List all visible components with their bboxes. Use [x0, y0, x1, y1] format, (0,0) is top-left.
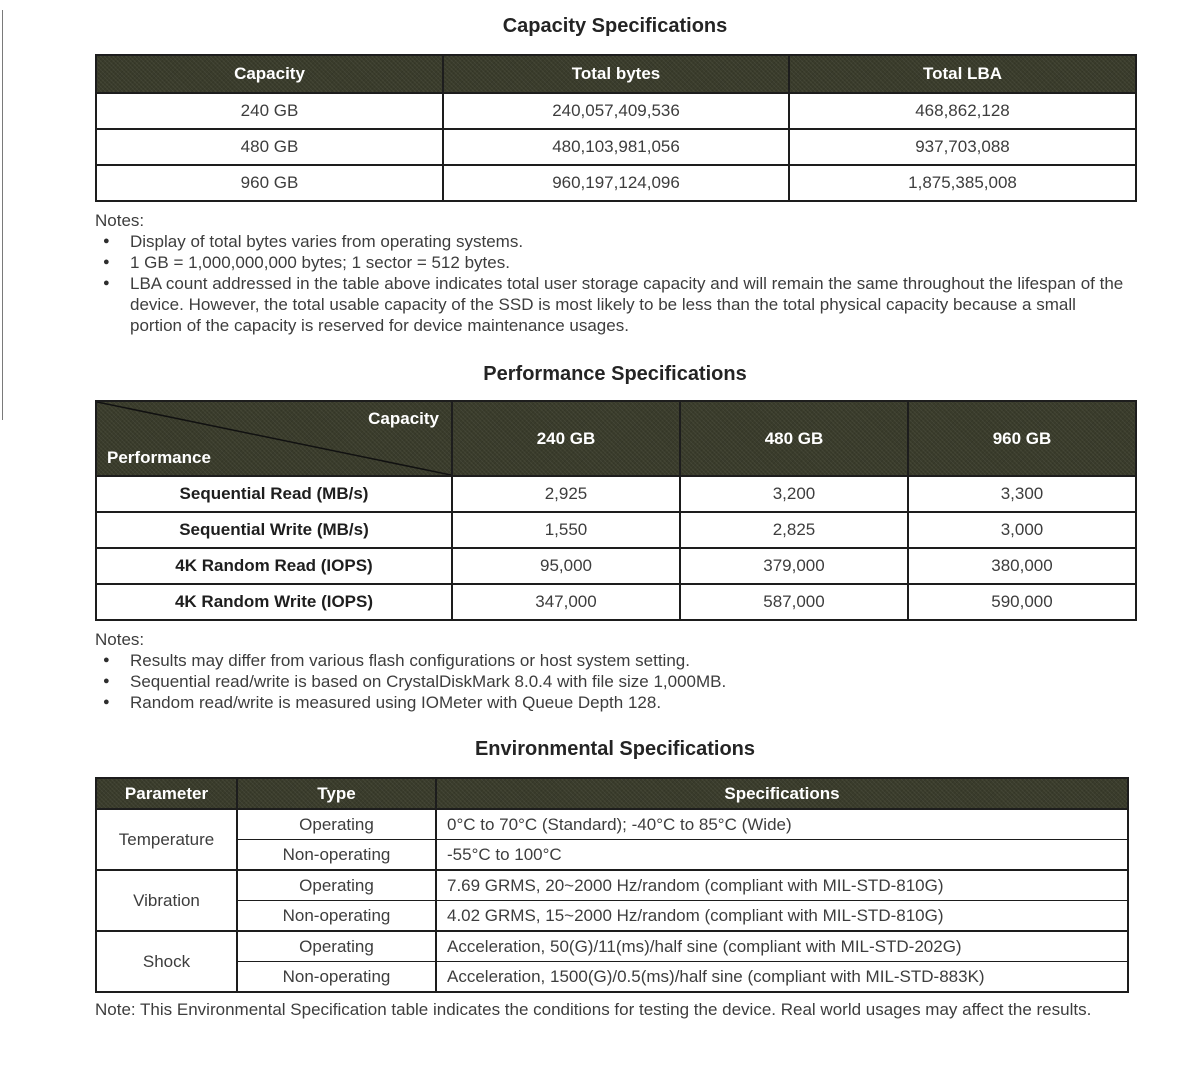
cell-total-lba: 937,703,088 — [789, 129, 1136, 165]
capacity-header-capacity: Capacity — [96, 55, 443, 93]
cell-total-lba: 1,875,385,008 — [789, 165, 1136, 201]
capacity-table — [95, 54, 1137, 202]
environmental-section-title: Environmental Specifications — [474, 738, 756, 760]
table-row — [96, 809, 1128, 840]
type-cell: Operating — [237, 809, 436, 840]
cell-value: 3,000 — [908, 512, 1136, 548]
table-row — [96, 93, 1136, 129]
cell-value: 380,000 — [908, 548, 1136, 584]
table-row — [96, 165, 1136, 201]
note-text: Sequential read/write is based on CrystalDiskMark 8.0.4 with file size 1,000MB. — [130, 672, 727, 691]
table-row — [96, 931, 1128, 962]
capacity-header-total-lba: Total LBA — [789, 55, 1136, 93]
cell-total-bytes: 480,103,981,056 — [443, 129, 789, 165]
spec-cell: 4.02 GRMS, 15~2000 Hz/random (compliant with MIL-STD-810G) — [436, 901, 1128, 932]
list-item — [95, 231, 1200, 252]
table-row — [96, 129, 1136, 165]
cell-value: 347,000 — [452, 584, 680, 620]
capacity-header-row — [96, 55, 1136, 93]
row-label: 4K Random Write (IOPS) — [96, 584, 452, 620]
spec-cell: 0°C to 70°C (Standard); -40°C to 85°C (Wide) — [436, 809, 1128, 840]
environmental-table — [95, 777, 1129, 993]
table-row — [96, 476, 1136, 512]
type-cell: Operating — [237, 931, 436, 962]
spec-cell: 7.69 GRMS, 20~2000 Hz/random (compliant with MIL-STD-810G) — [436, 870, 1128, 901]
list-item — [95, 650, 1200, 671]
list-item — [95, 273, 1200, 336]
table-row — [96, 901, 1128, 932]
cell-value: 379,000 — [680, 548, 908, 584]
bullet-icon: ● — [103, 235, 110, 247]
environmental-header-specifications: Specifications — [436, 778, 1128, 809]
page-edge-line — [2, 10, 3, 420]
table-row — [96, 512, 1136, 548]
performance-header-240gb: 240 GB — [452, 401, 680, 476]
table-row — [96, 962, 1128, 993]
environmental-header-row — [96, 778, 1128, 809]
capacity-notes — [95, 210, 1200, 336]
list-item — [95, 692, 1200, 713]
bullet-icon: ● — [103, 696, 110, 708]
note-text: Display of total bytes varies from operating systems. — [130, 232, 524, 251]
performance-notes — [95, 629, 1200, 713]
type-cell: Operating — [237, 870, 436, 901]
note-text: Random read/write is measured using IOMeter with Queue Depth 128. — [130, 693, 662, 712]
spec-cell: Acceleration, 1500(G)/0.5(ms)/half sine (compliant with MIL-STD-883K) — [436, 962, 1128, 993]
parameter-cell: Shock — [96, 931, 237, 992]
table-row — [96, 840, 1128, 871]
bullet-icon: ● — [103, 277, 110, 289]
table-row — [96, 870, 1128, 901]
row-label: 4K Random Read (IOPS) — [96, 548, 452, 584]
spec-cell: -55°C to 100°C — [436, 840, 1128, 871]
note-text: LBA count addressed in the table above indicates total user storage capacity and will remain the same throughout the lifespan of the device. However, the total usable capacity of the SSD is most likely to be less than the total physical capacity because a small portion of the capacity is reserved for device maintenance usages. — [130, 274, 1124, 335]
cell-value: 95,000 — [452, 548, 680, 584]
cell-value: 2,825 — [680, 512, 908, 548]
cell-capacity: 240 GB — [96, 93, 443, 129]
capacity-header-total-bytes: Total bytes — [443, 55, 789, 93]
performance-table — [95, 400, 1137, 621]
cell-total-bytes: 240,057,409,536 — [443, 93, 789, 129]
cell-value: 1,550 — [452, 512, 680, 548]
table-row — [96, 584, 1136, 620]
type-cell: Non-operating — [237, 962, 436, 993]
type-cell: Non-operating — [237, 901, 436, 932]
cell-capacity: 960 GB — [96, 165, 443, 201]
table-row — [96, 548, 1136, 584]
bullet-icon: ● — [103, 256, 110, 268]
corner-label-capacity: Capacity — [368, 409, 439, 428]
performance-header-960gb: 960 GB — [908, 401, 1136, 476]
row-label: Sequential Write (MB/s) — [96, 512, 452, 548]
cell-value: 3,200 — [680, 476, 908, 512]
corner-header-cell — [96, 401, 452, 476]
type-cell: Non-operating — [237, 840, 436, 871]
bullet-icon: ● — [103, 654, 110, 666]
performance-section-title: Performance Specifications — [483, 363, 747, 385]
notes-label: Notes: — [95, 211, 145, 230]
parameter-cell: Temperature — [96, 809, 237, 870]
cell-value: 590,000 — [908, 584, 1136, 620]
capacity-section-title: Capacity Specifications — [502, 15, 728, 37]
cell-value: 587,000 — [680, 584, 908, 620]
row-label: Sequential Read (MB/s) — [96, 476, 452, 512]
note-text: 1 GB = 1,000,000,000 bytes; 1 sector = 512 bytes. — [130, 253, 510, 272]
environmental-header-type: Type — [237, 778, 436, 809]
cell-capacity: 480 GB — [96, 129, 443, 165]
note-text: Results may differ from various flash configurations or host system setting. — [130, 651, 690, 670]
cell-value: 3,300 — [908, 476, 1136, 512]
list-item — [95, 671, 1200, 692]
parameter-cell: Vibration — [96, 870, 237, 931]
environmental-footnote: Note: This Environmental Specification table indicates the conditions for testing the device. Real world usages may affect the results. — [95, 1000, 1092, 1019]
cell-value: 2,925 — [452, 476, 680, 512]
bullet-icon: ● — [103, 675, 110, 687]
cell-total-lba: 468,862,128 — [789, 93, 1136, 129]
cell-total-bytes: 960,197,124,096 — [443, 165, 789, 201]
list-item — [95, 252, 1200, 273]
performance-header-row — [96, 401, 1136, 476]
corner-label-performance: Performance — [107, 448, 211, 467]
environmental-header-parameter: Parameter — [96, 778, 237, 809]
performance-header-480gb: 480 GB — [680, 401, 908, 476]
spec-cell: Acceleration, 50(G)/11(ms)/half sine (compliant with MIL-STD-202G) — [436, 931, 1128, 962]
notes-label: Notes: — [95, 630, 145, 649]
